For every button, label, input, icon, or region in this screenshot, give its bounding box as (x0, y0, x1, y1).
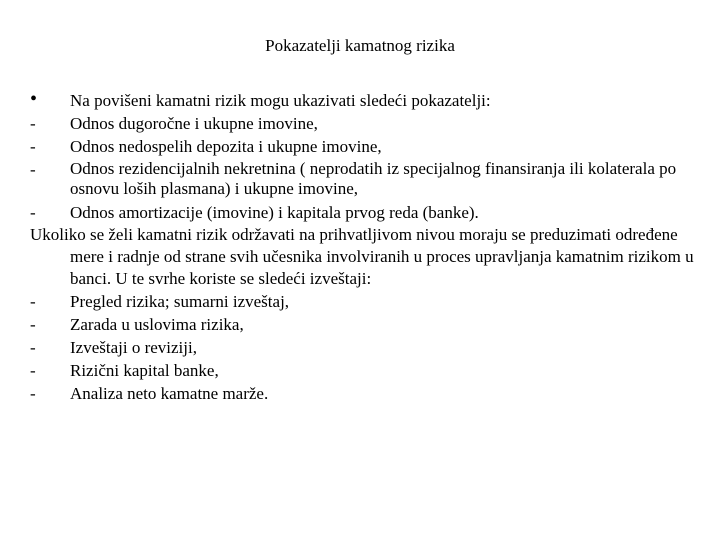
indicator-item (30, 135, 710, 158)
dash-marker: - (30, 137, 36, 156)
report-text: Rizični kapital banke, (70, 361, 219, 380)
report-text: Zarada u uslovima rizika, (70, 315, 244, 334)
dash-marker: - (30, 114, 36, 133)
indicator-item (30, 158, 710, 201)
report-item (30, 359, 710, 382)
dash-marker: - (30, 315, 36, 334)
report-text: Pregled rizika; sumarni izveštaj, (70, 292, 290, 311)
reports-paragraph (30, 224, 710, 290)
dash-marker: - (30, 203, 36, 222)
indicator-text: Odnos rezidencijalnih nekretnina ( neprodatih iz specijalnog finansiranja ili kolaterala po osnovu loših plasmana) i ukupne imovine, (70, 159, 677, 198)
dash-marker: - (30, 160, 36, 179)
indicator-item (30, 112, 710, 135)
page-title: Pokazatelji kamatnog rizika (265, 36, 455, 55)
report-text: Analiza neto kamatne marže. (70, 384, 269, 403)
dash-marker: - (30, 361, 36, 380)
report-text: Izveštaji o reviziji, (70, 338, 197, 357)
paragraph-text: Ukoliko se želi kamatni rizik održavati na prihvatljivom nivou moraju se preduzimati određene mere i radnje od strane svih učesnika involviranih u proces upravljanja kamatnim rizikom u banci. U te svrhe koriste se sledeći izveštaji: (30, 225, 694, 288)
report-item (30, 382, 710, 405)
indicator-text: Odnos nedospelih depozita i ukupne imovine, (70, 137, 382, 156)
report-item (30, 313, 710, 336)
report-item (30, 336, 710, 359)
dash-marker: - (30, 292, 36, 311)
indicator-text: Odnos amortizacije (imovine) i kapitala prvog reda (banke). (70, 203, 479, 222)
bullet-marker: • (30, 88, 38, 110)
dash-marker: - (30, 384, 36, 403)
slide-body (30, 89, 710, 405)
indicator-item (30, 201, 710, 224)
dash-marker: - (30, 338, 36, 357)
intro-bullet (30, 89, 710, 112)
report-item (30, 290, 710, 313)
indicator-text: Odnos dugoročne i ukupne imovine, (70, 114, 318, 133)
intro-text: Na povišeni kamatni rizik mogu ukazivati sledeći pokazatelji: (70, 91, 491, 110)
